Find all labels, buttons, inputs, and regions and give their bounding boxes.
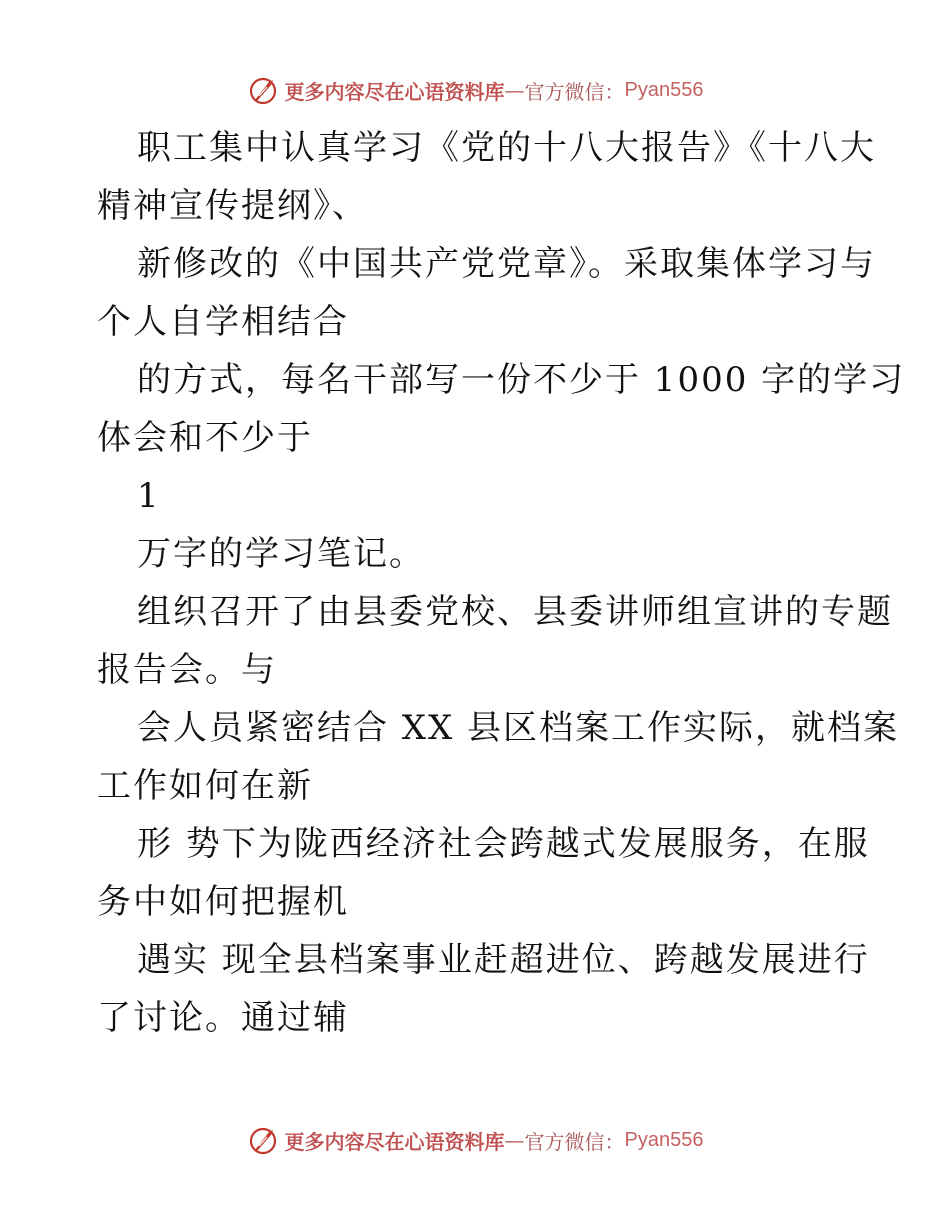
quill-pen-logo-icon xyxy=(247,1124,279,1156)
header-wechat-label: 官方微信： xyxy=(524,79,625,104)
body-line: 报告会。与 xyxy=(97,650,277,690)
body-line: 万字的学习笔记。 xyxy=(137,534,425,574)
body-line: 新修改的《中国共产党党章》。采取集体学习与 xyxy=(137,244,876,284)
header-banner xyxy=(0,70,950,110)
body-line: 务中如何把握机 xyxy=(97,882,349,922)
body-line: 体会和不少于 xyxy=(97,418,313,458)
header-wechat-id: Pyan556 xyxy=(624,78,704,101)
body-line: 个人自学相结合 xyxy=(97,302,349,342)
footer-separator: — xyxy=(504,1128,525,1152)
body-line: 遇实 现全县档案事业赶超进位、跨越发展进行 xyxy=(137,940,870,980)
footer-brand: 更多内容尽在心语资料库 xyxy=(284,1129,505,1154)
header-brand: 更多内容尽在心语资料库 xyxy=(284,79,505,104)
body-line: 组织召开了由县委党校、县委讲师组宣讲的专题 xyxy=(137,592,893,632)
body-line: 了讨论。通过辅 xyxy=(97,998,349,1038)
quill-pen-logo-icon xyxy=(247,74,279,106)
body-line: 形 势下为陇西经济社会跨越式发展服务，在服 xyxy=(137,824,870,864)
body-line: 1 xyxy=(137,476,161,516)
header-banner-text xyxy=(285,76,704,105)
body-line: 工作如何在新 xyxy=(97,766,313,806)
footer-banner xyxy=(0,1120,950,1160)
body-line: 精神宣传提纲》、 xyxy=(97,186,368,226)
footer-wechat-label: 官方微信： xyxy=(524,1129,625,1154)
body-line: 会人员紧密结合 XX 县区档案工作实际，就档案 xyxy=(137,708,900,748)
header-separator: — xyxy=(504,78,525,102)
footer-banner-content xyxy=(247,1124,704,1156)
body-line: 职工集中认真学习《党的十八大报告》《十八大 xyxy=(137,128,876,168)
body-line: 的方式，每名干部写一份不少于 1000 字的学习 xyxy=(137,360,906,400)
header-banner-content xyxy=(247,74,704,106)
footer-wechat-id: Pyan556 xyxy=(624,1128,704,1151)
footer-banner-text xyxy=(285,1126,704,1155)
